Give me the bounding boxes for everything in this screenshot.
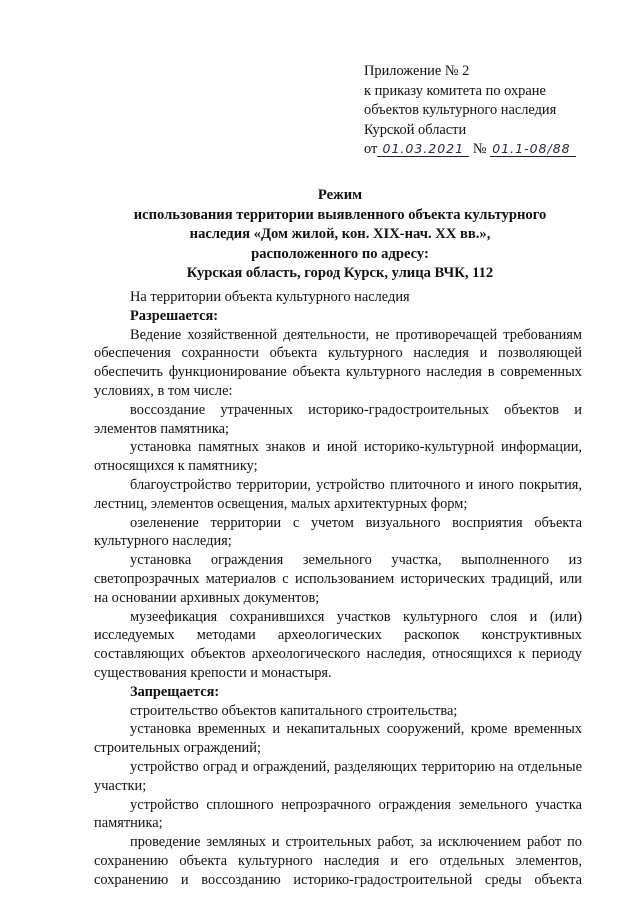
allowed-item: благоустройство территории, устройство плиточного и иного покрытия, лестниц, элементов освещения, малых архитектурных форм;	[94, 476, 582, 512]
allowed-item: Ведение хозяйственной деятельности, не противоречащей требованиям обеспечения сохранности объекта культурного наследия и позволяющей обеспечить функционирование объекта культурного наследия в современных условиях, в том числе:	[94, 326, 582, 399]
title-line-2: использования территории выявленного объекта культурного	[133, 206, 547, 223]
allowed-heading: Разрешается:	[130, 307, 219, 324]
title-line-1: Режим	[317, 187, 363, 203]
document-title	[60, 186, 620, 284]
forbidden-item: строительство объектов капитального строительства;	[130, 702, 458, 719]
handwritten-order-number: 01.1-08/88	[490, 141, 576, 157]
annex-line-3: объектов культурного наследия	[364, 102, 557, 118]
allowed-item: музеефикация сохранившихся участков культурного слоя и (или) исследуемых методами археологических раскопок конструктивных составляющих объектов археологического наследия, относящихся к периоду существования крепости и монастыря.	[94, 608, 582, 681]
forbidden-item: установка временных и некапитальных сооружений, кроме временных строительных ограждений;	[94, 721, 582, 757]
allowed-item: установка памятных знаков и иной историко-культурной информации, относящихся к памятнику;	[94, 439, 582, 475]
order-date-number-line	[364, 140, 624, 160]
forbidden-heading: Запрещается:	[130, 683, 220, 700]
annex-line-4: Курской области	[364, 121, 467, 138]
allowed-item: воссоздание утраченных историко-градостроительных объектов и элементов памятника;	[94, 401, 582, 437]
annex-header	[364, 62, 624, 160]
forbidden-item: устройство оград и ограждений, разделяющих территорию на отдельные участки;	[94, 758, 582, 794]
forbidden-item: устройство сплошного непрозрачного ограждения земельного участка памятника;	[94, 796, 582, 832]
document-body	[94, 288, 582, 890]
forbidden-item: проведение земляных и строительных работ, за исключением работ по сохранению объекта культурного наследия и его отдельных элементов, сохранению и воссозданию историко-градостроительной среды объекта	[94, 834, 582, 888]
from-label: от	[364, 141, 378, 157]
title-line-5: Курская область, город Курск, улица ВЧК, 112	[186, 265, 494, 281]
annex-line-2: к приказу комитета по охране	[364, 82, 546, 99]
number-label: №	[472, 141, 487, 157]
allowed-item: озеленение территории с учетом визуального восприятия объекта культурного наследия;	[94, 514, 582, 550]
title-line-4: расположенного по адресу:	[251, 245, 429, 262]
annex-line-1: Приложение № 2	[364, 63, 470, 79]
handwritten-date: 01.03.2021	[377, 141, 469, 157]
intro-paragraph: На территории объекта культурного наследия	[130, 289, 410, 305]
allowed-item: установка ограждения земельного участка, выполненного из светопрозрачных материалов с использованием исторических традиций, или на основании архивных документов;	[94, 552, 582, 606]
title-line-3: наследия «Дом жилой, кон. XIX-нач. XX вв.»,	[189, 226, 491, 242]
